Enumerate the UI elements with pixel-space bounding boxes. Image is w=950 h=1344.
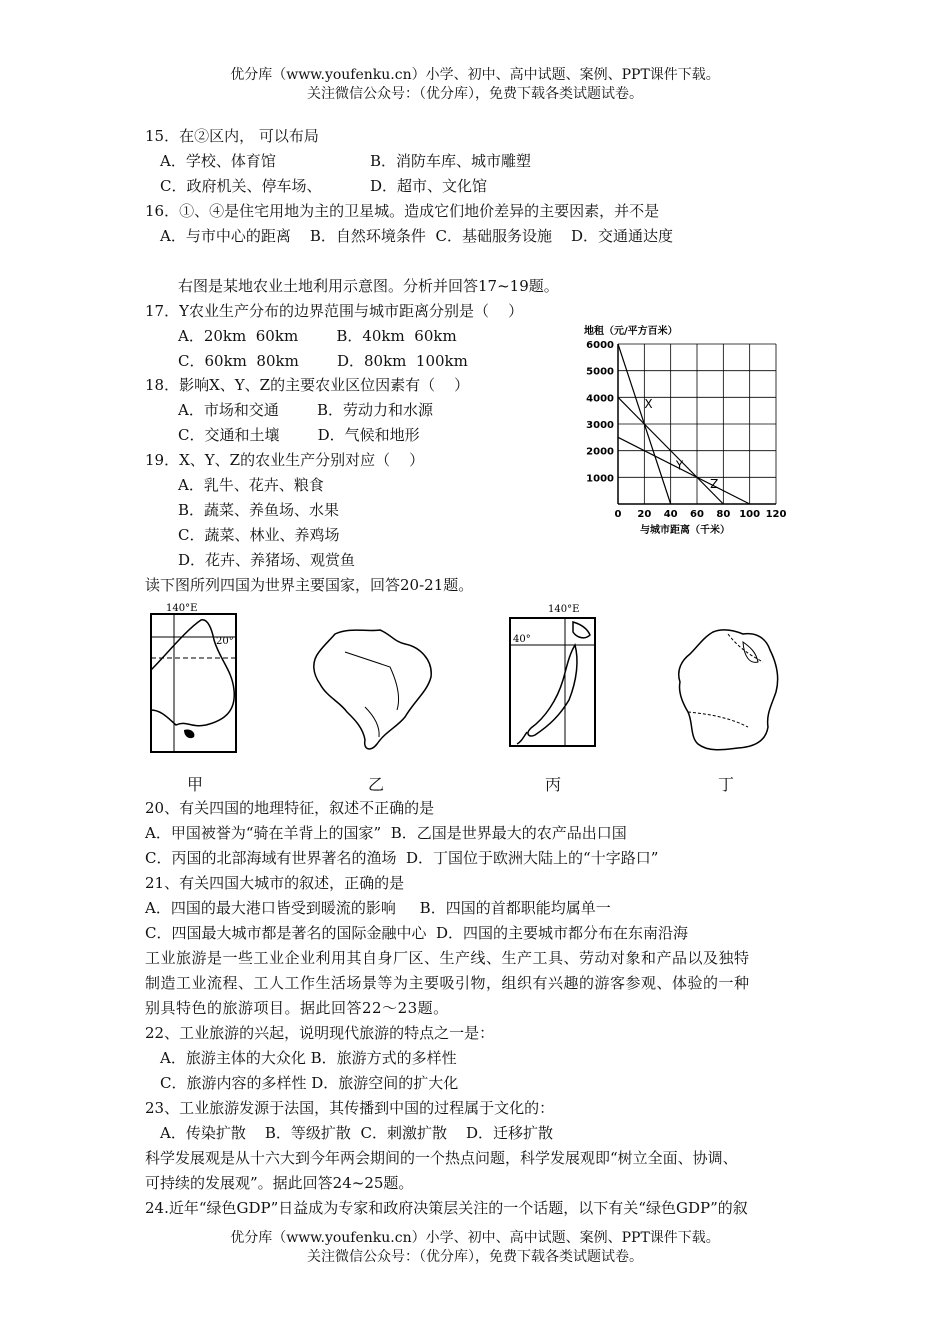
map-bing-latitude: 40° [513, 634, 531, 645]
footer-line-2: 关注微信公众号：（优分库），免费下载各类试题试卷。 [307, 1249, 643, 1265]
header-line-2: 关注微信公众号：（优分库），免费下载各类试题试卷。 [307, 86, 643, 102]
intro-24-line-2: 可持续的发展观”。据此回答24~25题。 [145, 1174, 414, 1192]
q22-stem: 22、工业旅游的兴起，说明现代旅游的特点之一是： [145, 1024, 495, 1042]
map-label-ding: 丁 [718, 775, 735, 794]
q18-row-1: A．市场和交通 B．劳动力和水源 [178, 401, 434, 419]
chart-x-axis-label: 与城市距离（千米） [640, 525, 730, 536]
chart-x-tick-label: 0 [614, 509, 622, 520]
map-jia-latitude: 20° [216, 636, 234, 647]
intro-24-line-1: 科学发展观是从十六大到今年两会期间的一个热点问题，科学发展观即“树立全面、协调、 [145, 1149, 738, 1167]
intro-20-21: 读下图所列四国为世界主要国家，回答20-21题。 [145, 576, 474, 594]
q24-stem: 24.近年“绿色GDP”日益成为专家和政府决策层关注的一个话题，以下有关“绿色GDP”的叙 [145, 1199, 748, 1217]
chart-x-tick-label: 100 [739, 509, 761, 520]
chart-x-tick-label: 40 [663, 509, 678, 520]
q19-option-c: C．蔬菜、林业、养鸡场 [178, 526, 340, 544]
map-label-bing: 丙 [545, 775, 562, 794]
chart-label-z: Z [710, 477, 719, 491]
chart-title: 地租（元/平方百米） [584, 326, 678, 337]
q19-option-a: A．乳牛、花卉、粮食 [178, 476, 324, 494]
chart-x-tick-label: 20 [637, 509, 652, 520]
q20-row-1: A．甲国被誉为“骑在羊背上的国家” B．乙国是世界最大的农产品出口国 [145, 824, 627, 842]
chart-label-y: Y [675, 458, 684, 473]
q18-stem: 18．影响X、Y、Z的主要农业区位因素有（ ） [145, 376, 470, 394]
map-yi-brazil [305, 622, 435, 757]
q20-stem: 20、有关四国的地理特征，叙述不正确的是 [145, 799, 435, 817]
footer-line-1: 优分库（www.youfenku.cn）小学、初中、高中试题、案例、PPT课件下载。 [230, 1230, 720, 1246]
q15-option-b: B．消防车库、城市雕塑 [370, 152, 532, 170]
q15-option-c: C．政府机关、停车场、 [160, 177, 322, 195]
map-label-jia: 甲 [187, 775, 204, 794]
chart-x-tick-label: 120 [765, 509, 787, 520]
chart-series-z [618, 437, 750, 504]
q15-option-a: A．学校、体育馆 [160, 152, 276, 170]
chart-y-tick-label: 6000 [586, 340, 614, 351]
q22-row-1: A．旅游主体的大众化 B．旅游方式的多样性 [160, 1049, 457, 1067]
chart-y-tick-label: 1000 [586, 473, 614, 485]
chart-label-x: X [644, 397, 653, 411]
intro-22-line-3: 别具特色的旅游项目。据此回答22～23题。 [145, 999, 449, 1017]
chart-y-tick-label: 5000 [586, 366, 614, 378]
map-bing-longitude: 140°E [548, 604, 580, 615]
q17-stem: 17．Y农业生产分布的边界范围与城市距离分别是（ ） [145, 302, 524, 320]
q19-option-b: B．蔬菜、养鱼场、水果 [178, 501, 340, 519]
q19-option-d: D．花卉、养猪场、观赏鱼 [178, 551, 356, 569]
intro-22-line-1: 工业旅游是一些工业企业利用其自身厂区、生产线、生产工具、劳动对象和产品以及独特 [145, 949, 750, 967]
chart-y-tick-label: 2000 [586, 446, 614, 458]
q15-option-d: D．超市、文化馆 [370, 177, 488, 195]
chart-x-tick-label: 60 [690, 509, 704, 520]
intro-22-line-2: 制造工业流程、工人工作生活场景等为主要吸引物，组织有兴趣的游客参观、体验的一种 [145, 974, 750, 992]
land-rent-chart [578, 322, 798, 536]
q16-options: A．与市中心的距离 B．自然环境条件 C．基础服务设施 D．交通通达度 [160, 227, 674, 245]
q16-stem: 16．①、④是住宅用地为主的卫星城。造成它们地价差异的主要因素，并不是 [145, 202, 660, 220]
q19-stem: 19．X、Y、Z的农业生产分别对应（ ） [145, 451, 425, 469]
chart-x-tick-label: 80 [716, 509, 731, 520]
q21-row-1: A．四国的最大港口皆受到暖流的影响 B．四国的首都职能均属单一 [145, 899, 611, 917]
q20-row-2: C．丙国的北部海域有世界著名的渔场 D．丁国位于欧洲大陆上的“十字路口” [145, 849, 659, 867]
q17-row-2: C．60km 80km D．80km 100km [178, 352, 468, 370]
q15-stem: 15．在②区内， 可以布局 [145, 127, 319, 145]
map-ding-germany [668, 622, 783, 757]
map-label-yi: 乙 [368, 775, 385, 794]
map-bing-japan [505, 600, 600, 755]
intro-17-19: 右图是某地农业土地利用示意图。分析并回答17~19题。 [178, 277, 559, 295]
header-line-1: 优分库（www.youfenku.cn）小学、初中、高中试题、案例、PPT课件下载。 [230, 67, 720, 83]
map-jia-australia [146, 600, 241, 755]
q18-row-2: C．交通和土壤 D．气候和地形 [178, 426, 420, 444]
q22-row-2: C．旅游内容的多样性 D．旅游空间的扩大化 [160, 1074, 459, 1092]
q23-stem: 23、工业旅游发源于法国，其传播到中国的过程属于文化的： [145, 1099, 555, 1117]
q21-stem: 21、有关四国大城市的叙述，正确的是 [145, 874, 405, 892]
q17-row-1: A．20km 60km B．40km 60km [178, 327, 457, 345]
q23-options: A．传染扩散 B．等级扩散 C．刺激扩散 D．迁移扩散 [160, 1124, 554, 1142]
q21-row-2: C．四国最大城市都是著名的国际金融中心 D．四国的主要城市都分布在东南沿海 [145, 924, 689, 942]
map-jia-longitude: 140°E [166, 603, 198, 614]
chart-y-tick-label: 3000 [586, 420, 614, 431]
chart-y-tick-label: 4000 [586, 393, 614, 405]
